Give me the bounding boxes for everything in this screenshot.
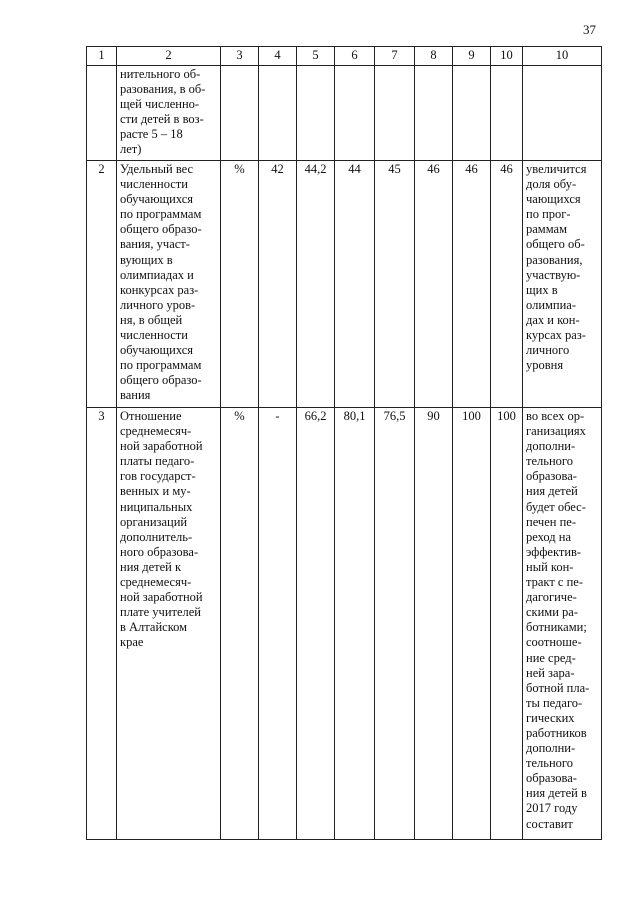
header-cell: 10 <box>491 47 523 66</box>
cell-text-line: общего образо- <box>120 222 202 237</box>
value-cell <box>375 66 415 161</box>
value-cell: 46 <box>453 161 491 408</box>
cell-text-line: численности <box>120 328 188 343</box>
cell-text-line: ботниками; <box>526 620 587 635</box>
cell-text-line: организаций <box>120 514 188 529</box>
cell-text-line: разования, <box>526 252 583 267</box>
cell-text-line: общего об- <box>526 237 585 252</box>
header-cell: 3 <box>221 47 259 66</box>
cell-text-line: по программам <box>120 207 202 222</box>
cell-text-line: тельного <box>526 756 573 771</box>
cell-text-line: тельного <box>526 454 573 469</box>
value-cell <box>453 66 491 161</box>
cell-text-line: расте 5 – 18 <box>120 127 183 142</box>
cell-text-line: скими ра- <box>526 605 578 620</box>
cell-text-line: дополни- <box>526 439 576 454</box>
cell-text-line: гических <box>526 710 575 725</box>
header-cell: 4 <box>259 47 297 66</box>
value-cell: - <box>259 408 297 840</box>
value-cell: 45 <box>375 161 415 408</box>
header-cell: 8 <box>415 47 453 66</box>
cell-text-line: щей численно- <box>120 97 200 112</box>
indicator-name-cell <box>117 66 221 161</box>
cell-text-line: щих в <box>526 282 558 297</box>
value-cell: 80,1 <box>335 408 375 840</box>
cell-text-line: соотноше- <box>526 635 582 650</box>
cell-text-line: в Алтайском <box>120 620 188 635</box>
table-row <box>87 408 602 840</box>
value-cell <box>259 66 297 161</box>
row-number-cell: 3 <box>87 408 117 840</box>
indicator-name-cell <box>117 408 221 840</box>
cell-text-line: ной заработной <box>120 590 203 605</box>
note-cell <box>523 408 602 840</box>
cell-text-line: личного уров- <box>120 297 196 312</box>
cell-text-line: дах и кон- <box>526 312 580 327</box>
cell-text-line: Отношение <box>120 409 182 423</box>
cell-text-line: работников <box>526 725 587 740</box>
value-cell: 46 <box>491 161 523 408</box>
page-number: 37 <box>583 22 596 37</box>
row-number-cell: 2 <box>87 161 117 408</box>
value-cell: 76,5 <box>375 408 415 840</box>
unit-cell: % <box>221 161 259 408</box>
cell-text-line: ния детей к <box>120 559 182 574</box>
cell-text-line: тракт с пе- <box>526 575 583 590</box>
cell-text-line: ния детей <box>526 484 578 499</box>
table-row <box>87 66 602 161</box>
cell-text-line: эффектив- <box>526 544 582 559</box>
value-cell: 100 <box>453 408 491 840</box>
cell-text-line: дагогиче- <box>526 590 577 605</box>
cell-text-line: крае <box>120 635 144 650</box>
cell-text-line: вующих в <box>120 252 173 267</box>
cell-text-line: чающихся <box>526 192 581 207</box>
cell-text-line: образова- <box>526 469 577 484</box>
value-cell: 100 <box>491 408 523 840</box>
value-cell <box>297 66 335 161</box>
cell-text-line: раммам <box>526 222 567 237</box>
header-cell: 5 <box>297 47 335 66</box>
value-cell <box>491 66 523 161</box>
cell-text-line: ганизациях <box>526 424 586 439</box>
value-cell: 44,2 <box>297 161 335 408</box>
unit-cell <box>221 66 259 161</box>
value-cell: 66,2 <box>297 408 335 840</box>
cell-text-line: Удельный вес <box>120 162 194 176</box>
cell-text-line: разования, в об- <box>120 82 206 97</box>
cell-text-line: среднемесяч- <box>120 575 192 590</box>
header-cell: 1 <box>87 47 117 66</box>
cell-text-line: дополни- <box>526 741 576 756</box>
cell-text-line: ный кон- <box>526 559 574 574</box>
cell-text-line: нительного об- <box>120 67 201 81</box>
value-cell: 44 <box>335 161 375 408</box>
cell-text-line: среднемесяч- <box>120 424 192 439</box>
note-cell <box>523 66 602 161</box>
note-cell <box>523 161 602 408</box>
cell-text-line: ния детей в <box>526 786 587 801</box>
cell-text-line: конкурсах раз- <box>120 282 199 297</box>
cell-text-line: по прог- <box>526 207 571 222</box>
cell-text-line: увеличится <box>526 162 587 176</box>
header-cell: 7 <box>375 47 415 66</box>
header-cell: 9 <box>453 47 491 66</box>
cell-text-line: личного <box>526 343 570 358</box>
cell-text-line: доля обу- <box>526 177 577 192</box>
cell-text-line: плате учителей <box>120 605 201 620</box>
unit-cell: % <box>221 408 259 840</box>
value-cell <box>335 66 375 161</box>
cell-text-line: дополнитель- <box>120 529 193 544</box>
cell-text-line: гов государст- <box>120 469 196 484</box>
cell-text-line: по программам <box>120 358 202 373</box>
cell-text-line: олимпиа- <box>526 297 577 312</box>
cell-text-line: олимпиадах и <box>120 267 194 282</box>
indicator-name-cell <box>117 161 221 408</box>
cell-text-line: ты педаго- <box>526 695 583 710</box>
cell-text-line: обучающихся <box>120 192 194 207</box>
table-row <box>87 161 602 408</box>
cell-text-line: во всех ор- <box>526 409 585 423</box>
cell-text-line: курсах раз- <box>526 328 586 343</box>
cell-text-line: образова- <box>526 771 577 786</box>
cell-text-line: будет обес- <box>526 499 586 514</box>
cell-text-line: ботной пла- <box>526 680 590 695</box>
indicators-table <box>86 46 602 840</box>
cell-text-line: платы педаго- <box>120 454 195 469</box>
value-cell <box>415 66 453 161</box>
header-cell: 10 <box>523 47 602 66</box>
cell-text-line: вания, участ- <box>120 237 190 252</box>
cell-text-line: печен пе- <box>526 514 576 529</box>
cell-text-line: вания <box>120 388 151 403</box>
cell-text-line: составит <box>526 816 573 831</box>
table-header-row <box>87 47 602 66</box>
cell-text-line: лет) <box>120 142 142 157</box>
cell-text-line: уровня <box>526 358 564 373</box>
value-cell: 90 <box>415 408 453 840</box>
value-cell: 46 <box>415 161 453 408</box>
header-cell: 6 <box>335 47 375 66</box>
cell-text-line: венных и му- <box>120 484 191 499</box>
cell-text-line: ной заработной <box>120 439 203 454</box>
cell-text-line: обучающихся <box>120 343 194 358</box>
cell-text-line: численности <box>120 177 188 192</box>
cell-text-line: участвую- <box>526 267 581 282</box>
cell-text-line: ниципальных <box>120 499 193 514</box>
value-cell: 42 <box>259 161 297 408</box>
row-number-cell <box>87 66 117 161</box>
cell-text-line: ного образова- <box>120 544 199 559</box>
cell-text-line: реход на <box>526 529 572 544</box>
cell-text-line: 2017 году <box>526 801 578 816</box>
cell-text-line: ня, в общей <box>120 312 183 327</box>
cell-text-line: ние сред- <box>526 650 576 665</box>
cell-text-line: сти детей в воз- <box>120 112 204 127</box>
cell-text-line: общего образо- <box>120 373 202 388</box>
cell-text-line: ней зара- <box>526 665 575 680</box>
header-cell: 2 <box>117 47 221 66</box>
